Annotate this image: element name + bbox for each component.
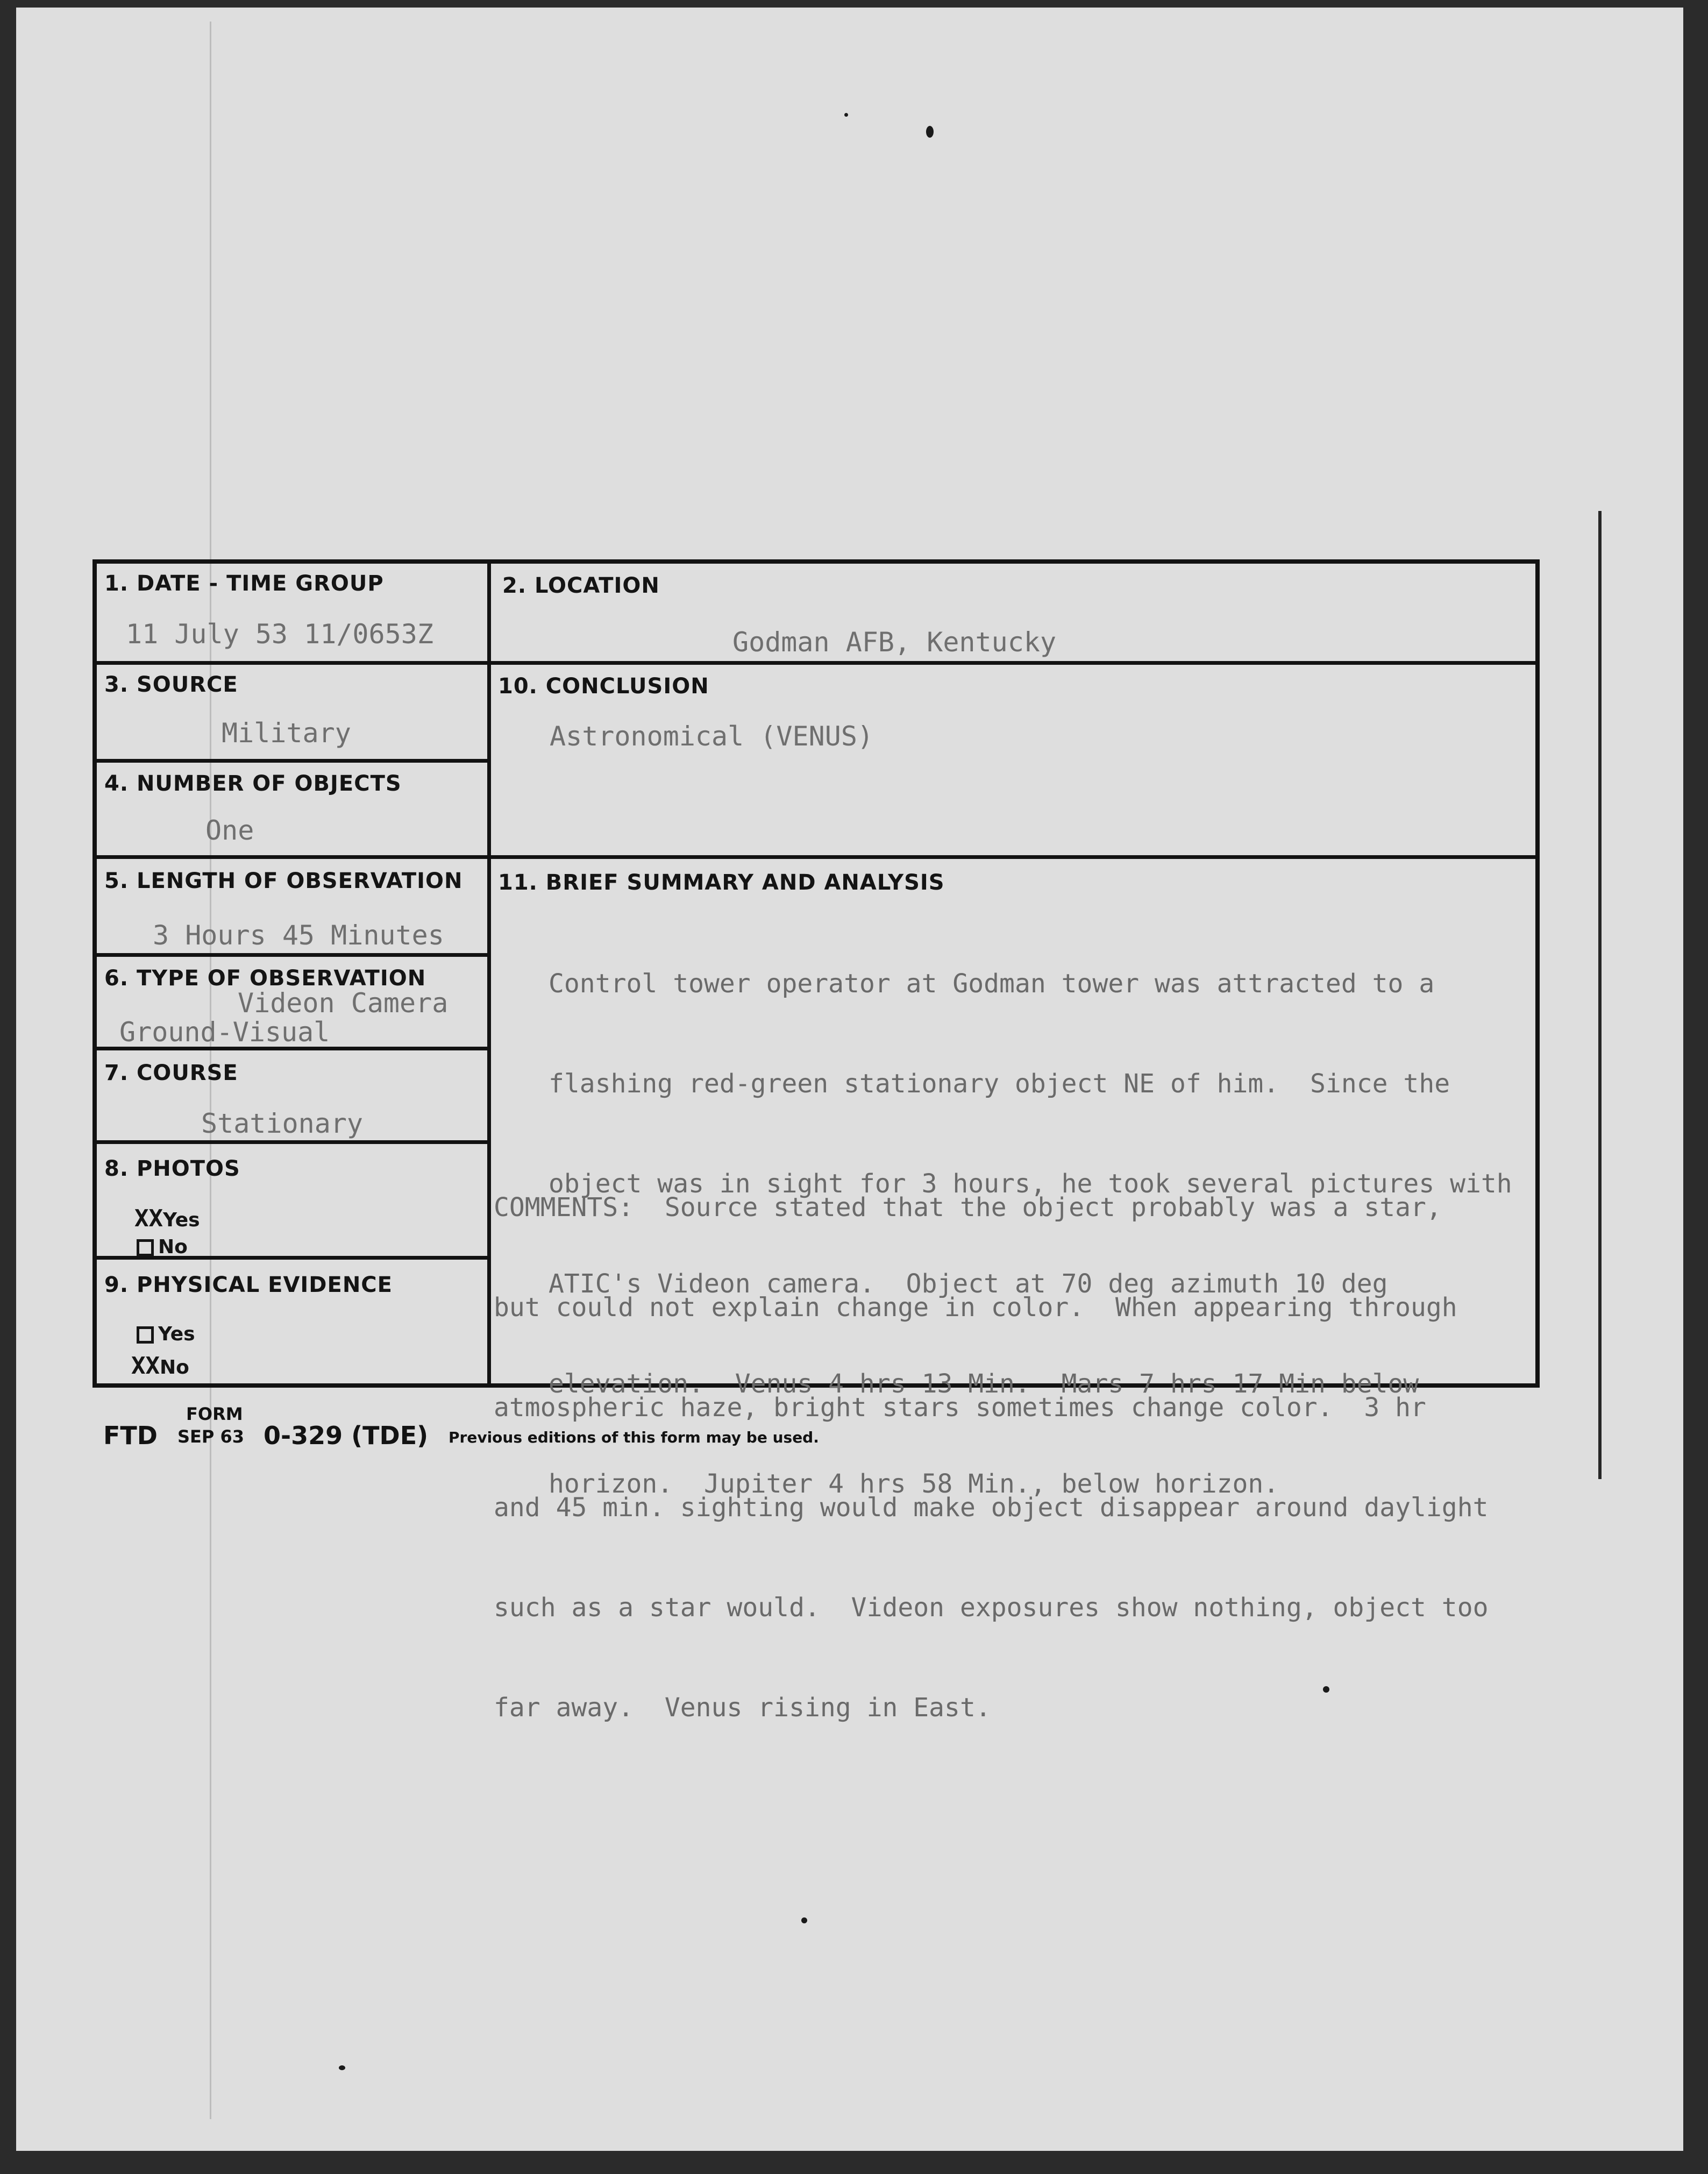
comments-line: but could not explain change in color. When appearing through	[494, 1292, 1457, 1323]
length-of-observation-value: 3 Hours 45 Minutes	[153, 920, 444, 951]
type-of-observation-value-2: Ground-Visual	[119, 1017, 330, 1048]
footer-ftd: FTD	[103, 1421, 158, 1450]
comments-line: far away. Venus rising in East.	[494, 1693, 991, 1723]
date-time-label: 1. DATE - TIME GROUP	[104, 571, 384, 596]
source-value: Military	[222, 717, 351, 749]
dust-speck	[801, 1917, 807, 1923]
physical-evidence-yes-option[interactable]	[137, 1323, 195, 1345]
location-value: Godman AFB, Kentucky	[732, 627, 1057, 658]
footer-form-number: 0-329 (TDE)	[264, 1421, 429, 1450]
type-of-observation-value-1: Videon Camera	[238, 987, 449, 1019]
summary-line: elevation. Venus 4 hrs 13 Min. Mars 7 hrs 17 Min below	[549, 1369, 1419, 1399]
physical-evidence-yes-checkbox	[137, 1326, 154, 1344]
dust-speck	[844, 113, 848, 117]
date-time-value: 11 July 53 11/0653Z	[126, 619, 433, 650]
summary-label: 11. BRIEF SUMMARY AND ANALYSIS	[498, 870, 945, 895]
summary-line: flashing red-green stationary object NE of him. Since the	[549, 1069, 1450, 1099]
type-of-observation-label: 6. TYPE OF OBSERVATION	[104, 966, 426, 991]
photos-no-checkbox	[137, 1239, 154, 1256]
comments-line: and 45 min. sighting would make object disappear around daylight	[494, 1493, 1489, 1523]
physical-evidence-no-option[interactable]	[131, 1352, 189, 1380]
physical-evidence-yes-label: Yes	[158, 1323, 195, 1345]
physical-evidence-checkmark: XX	[131, 1352, 160, 1380]
course-label: 7. COURSE	[104, 1061, 238, 1085]
conclusion-value: Astronomical (VENUS)	[550, 721, 874, 752]
number-of-objects-value: One	[205, 815, 254, 846]
course-value: Stationary	[201, 1108, 364, 1139]
summary-line: Control tower operator at Godman tower was attracted to a	[549, 969, 1435, 999]
photos-no-option[interactable]	[137, 1236, 188, 1258]
comments-text	[494, 1124, 1489, 1791]
photos-checkmark: XX	[134, 1205, 163, 1232]
photos-yes-option[interactable]	[134, 1205, 200, 1232]
number-of-objects-label: 4. NUMBER OF OBJECTS	[104, 771, 402, 796]
physical-evidence-label: 9. PHYSICAL EVIDENCE	[104, 1273, 393, 1297]
dust-speck	[926, 126, 934, 138]
summary-line: horizon. Jupiter 4 hrs 58 Min., below horizon.	[549, 1469, 1279, 1499]
comments-line: atmospheric haze, bright stars sometimes change color. 3 hr	[494, 1393, 1426, 1423]
location-label: 2. LOCATION	[502, 573, 660, 598]
source-label: 3. SOURCE	[104, 672, 238, 697]
footer-note: Previous editions of this form may be used.	[449, 1429, 819, 1446]
physical-evidence-no-label: No	[159, 1356, 189, 1379]
photos-label: 8. PHOTOS	[104, 1156, 240, 1181]
summary-line: object was in sight for 3 hours, he took several pictures with	[549, 1169, 1512, 1199]
footer-form: FORM	[186, 1404, 243, 1424]
summary-line: ATIC's Videon camera. Object at 70 deg azimuth 10 deg	[549, 1269, 1388, 1299]
footer-sep63: SEP 63	[177, 1426, 245, 1447]
comments-line: such as a star would. Videon exposures show nothing, object too	[494, 1593, 1489, 1623]
dust-speck	[339, 2065, 345, 2070]
conclusion-label: 10. CONCLUSION	[498, 674, 709, 699]
comments-line: COMMENTS: Source stated that the object probably was a star,	[494, 1192, 1442, 1223]
length-of-observation-label: 5. LENGTH OF OBSERVATION	[104, 869, 463, 893]
photos-yes-label: Yes	[162, 1209, 200, 1231]
photos-no-label: No	[158, 1236, 188, 1258]
page-edge-mark	[1598, 511, 1602, 1479]
